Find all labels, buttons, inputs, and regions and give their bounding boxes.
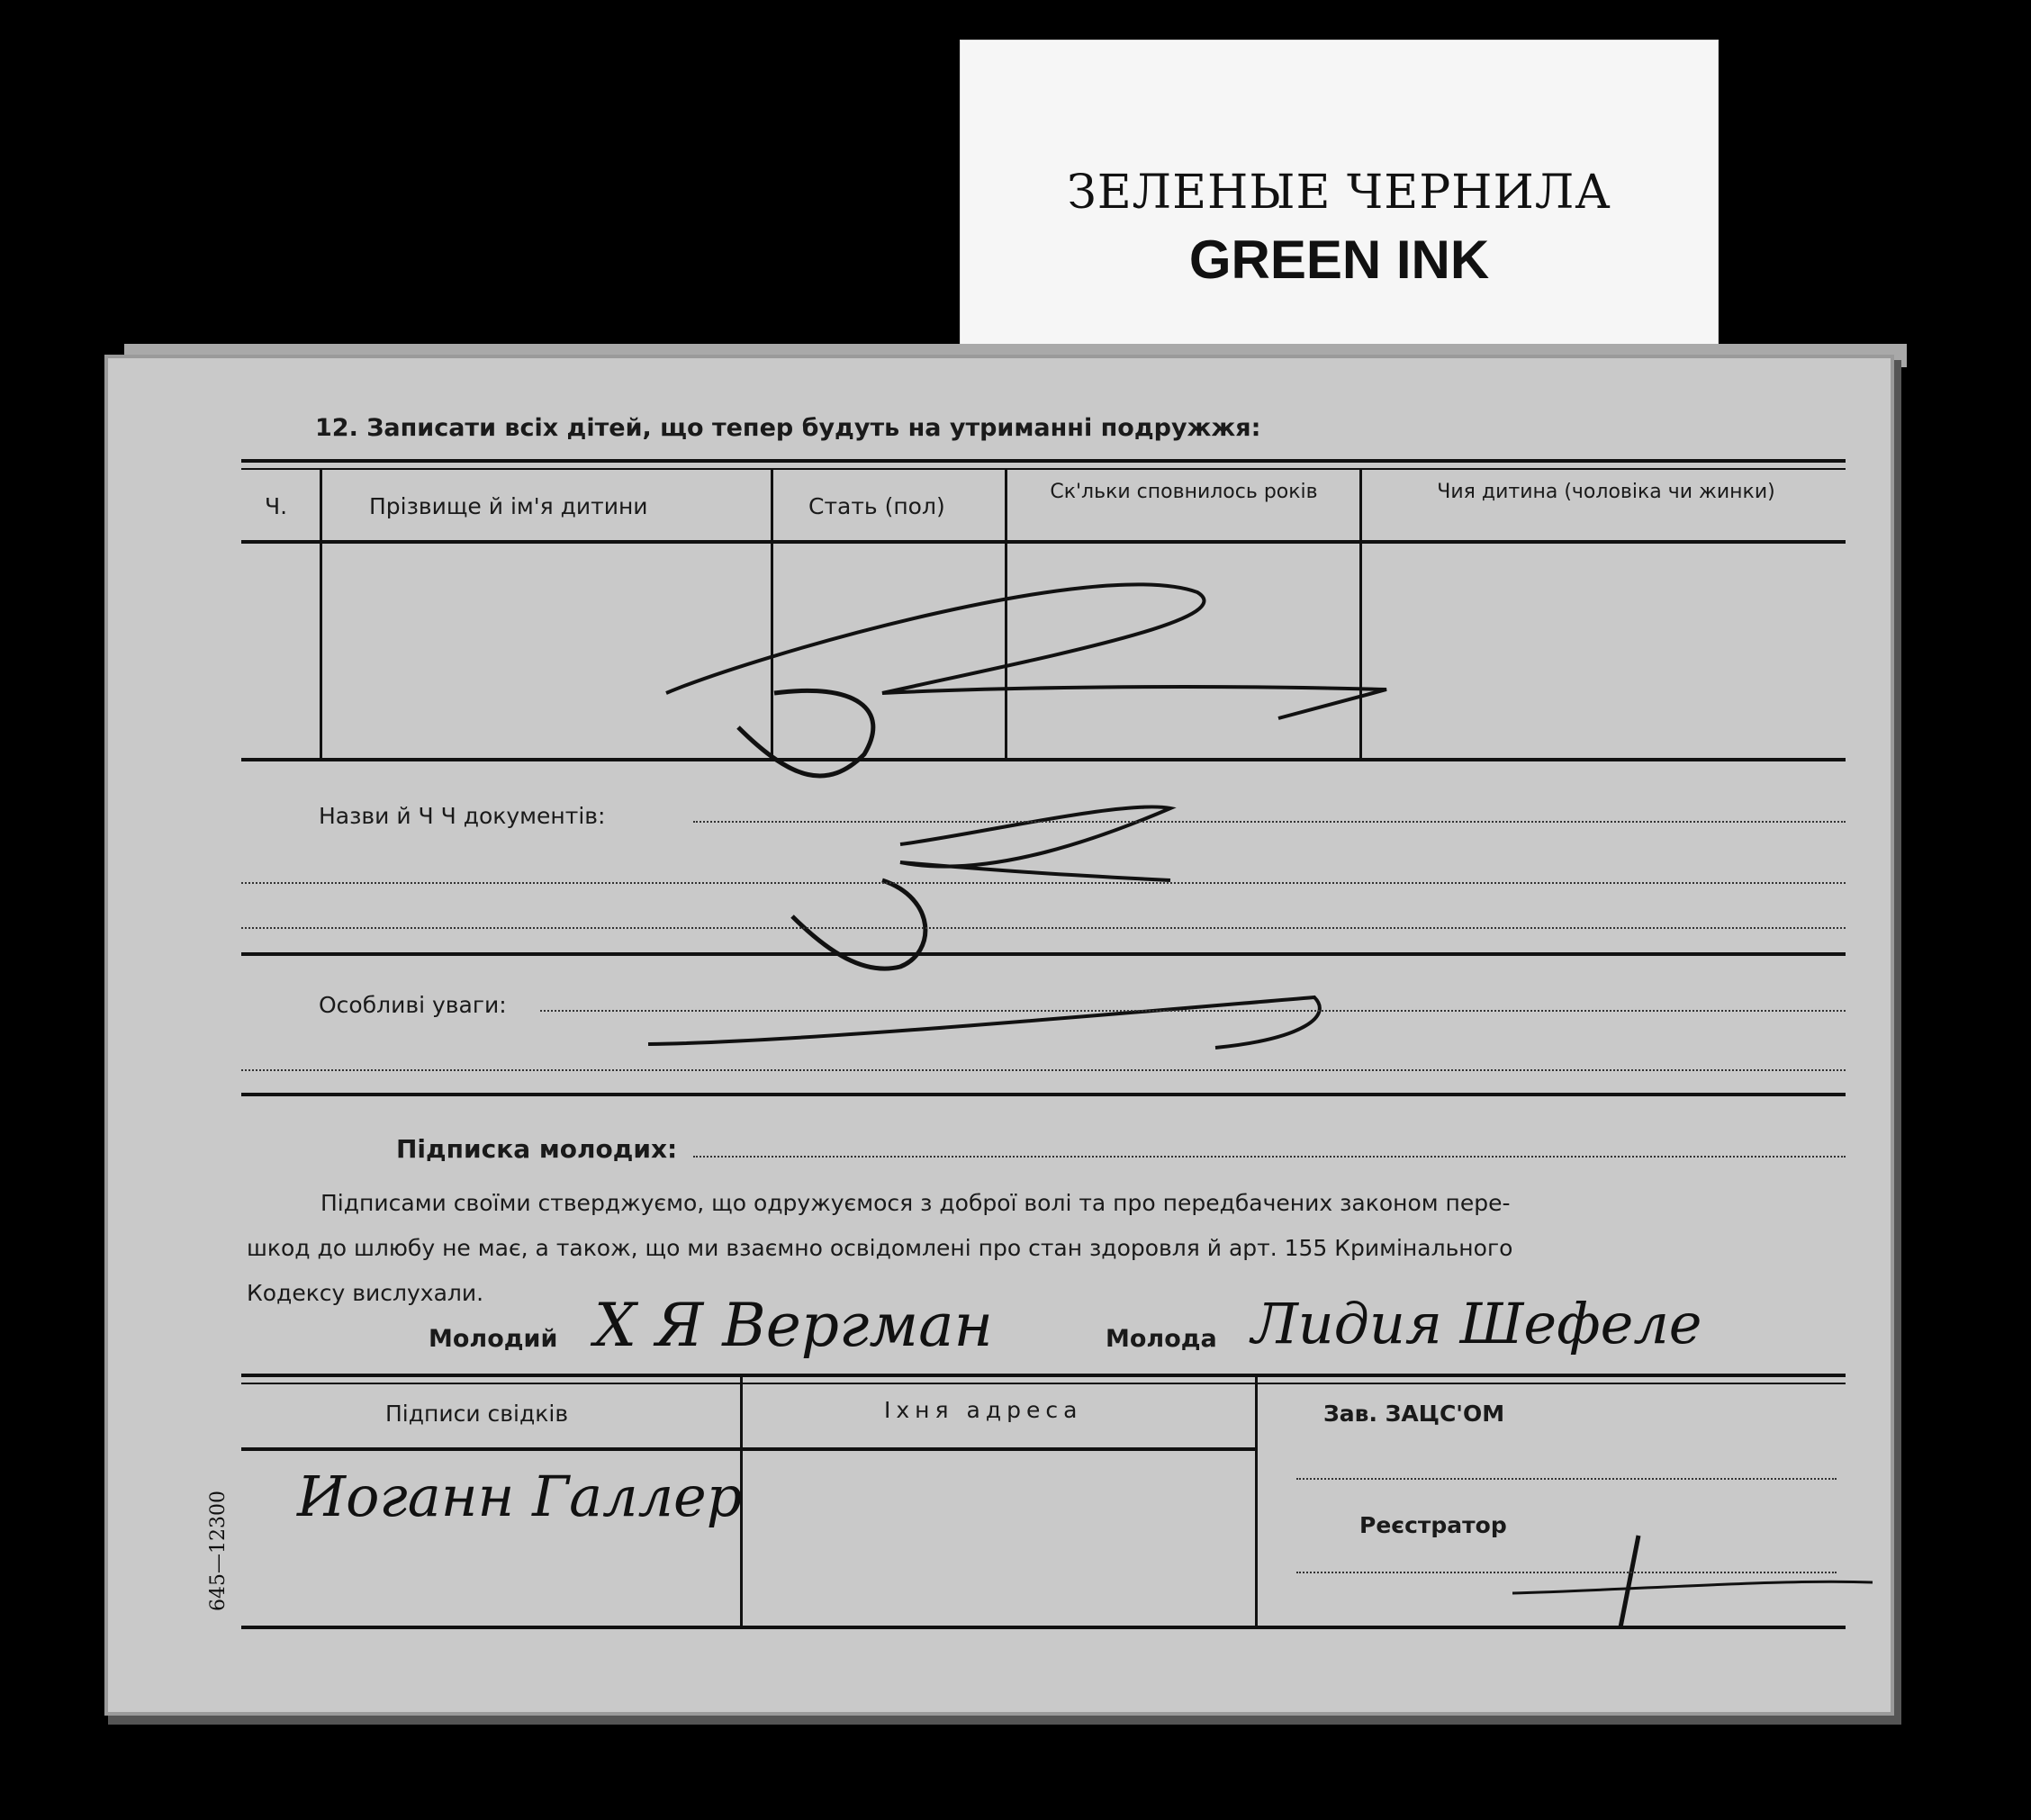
col-witnesses-label: Підписи свідків <box>385 1401 569 1427</box>
groom-signature: Х Я Вергман <box>594 1291 993 1360</box>
declaration-line-1: Підписами своїми стверджуємо, що одружуємося з доброї волі та про передбачених законом пере- <box>320 1190 1511 1216</box>
signature-title: Підписка молодих: <box>396 1134 678 1164</box>
printer-mark: 645—12300 <box>207 1491 230 1611</box>
section12-title: 12. Записати всіх дітей, що тепер будуть на утриманні подружжя: <box>315 414 1261 442</box>
declaration-line-2: шкод до шлюбу не має, а також, що ми взаємно освідомлені про стан здоровля й арт. 155 Кримінального <box>247 1235 1513 1261</box>
header-sex: Стать (пол) <box>808 493 945 519</box>
archive-label-card <box>960 40 1719 353</box>
header-number: Ч. <box>265 493 288 519</box>
head-label: Зав. ЗАЦС'ОМ <box>1323 1401 1505 1427</box>
documents-line-3 <box>241 927 1846 929</box>
notes-label: Особливі уваги: <box>319 992 507 1018</box>
documents-label: Назви й Ч Ч документів: <box>319 803 606 829</box>
documents-line-2 <box>241 882 1846 884</box>
registrar-label: Реєстратор <box>1359 1512 1507 1538</box>
header-age: Ск'льки сповнилось років <box>1050 481 1318 503</box>
signature-line <box>693 1156 1846 1158</box>
declaration-line-3: Кодексу вислухали. <box>247 1280 484 1306</box>
form-sheet <box>108 358 1891 1712</box>
witness-table-top-rule <box>241 1374 1846 1377</box>
witness-signature: Иоганн Галлер <box>297 1464 743 1529</box>
head-line <box>1296 1478 1837 1480</box>
bride-label: Молода <box>1106 1325 1217 1353</box>
groom-label: Молодий <box>429 1325 558 1353</box>
notes-bottom-rule <box>241 1093 1846 1096</box>
header-whose-child: Чия дитина (чоловіка чи жинки) <box>1437 481 1775 503</box>
witness-table-top-rule-2 <box>241 1383 1846 1384</box>
witness-header-rule <box>241 1447 1257 1451</box>
label-russian: ЗЕЛЕНЫЕ ЧЕРНИЛА <box>1067 166 1611 220</box>
registrar-line <box>1296 1572 1837 1573</box>
documents-line-1 <box>693 821 1846 823</box>
witness-col-divider-2 <box>1255 1375 1258 1627</box>
documents-bottom-rule <box>241 952 1846 956</box>
col-address-label: Іхня адреса <box>884 1397 1083 1423</box>
witness-table-bottom-rule <box>241 1626 1846 1629</box>
label-english: GREEN INK <box>1188 230 1490 290</box>
bride-signature: Лидия Шефеле <box>1251 1291 1702 1356</box>
header-child-name: Прізвище й ім'я дитини <box>369 493 648 519</box>
notes-line-2 <box>241 1069 1846 1071</box>
notes-line-1 <box>540 1010 1846 1012</box>
